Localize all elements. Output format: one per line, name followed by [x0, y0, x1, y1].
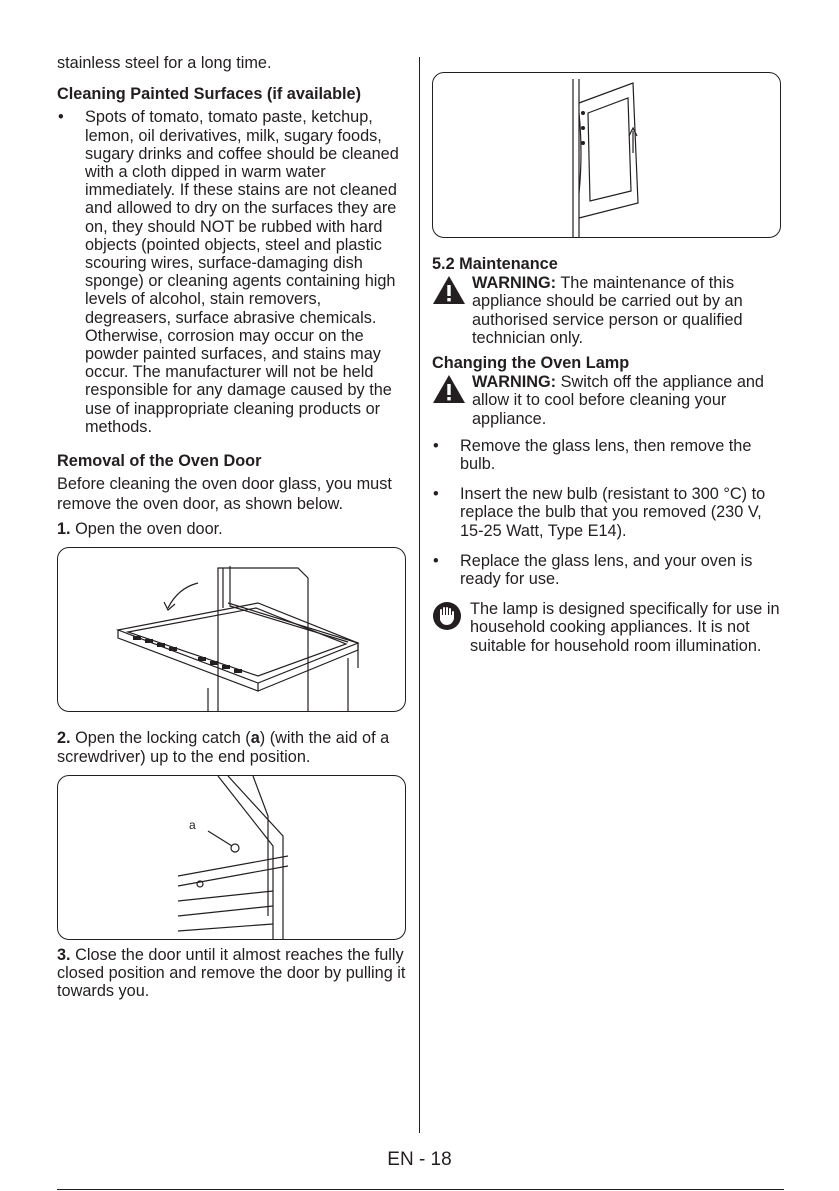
locking-catch-illustration	[58, 776, 406, 940]
door-removal-intro: Before cleaning the oven door glass, you must remove the oven door, as shown below.	[57, 475, 392, 513]
maintenance-warning	[432, 274, 784, 347]
warning-icon	[432, 374, 466, 404]
left-column	[57, 54, 407, 1000]
step-number: 1.	[57, 520, 71, 539]
page-number: EN - 18	[387, 1149, 452, 1170]
lamp-warning	[432, 373, 784, 428]
warning-text: Switch off the appliance and allow it to cool before cleaning your appliance.	[472, 373, 764, 428]
step-number: 3.	[57, 945, 71, 964]
list-item: • Insert the new bulb (resistant to 300 °C) to replace the bulb that you removed (230 V, 15-25 Watt, Type E14).	[432, 485, 784, 540]
right-column	[432, 54, 784, 655]
figure-oven-lamp	[432, 72, 781, 238]
step-3	[57, 946, 407, 1001]
note-text: The lamp is designed specifically for use in household cooking appliances. It is not suitable for household room illumination.	[470, 600, 780, 655]
figure-callout-a: a	[189, 817, 196, 832]
door-removal-heading: Removal of the Oven Door	[57, 452, 262, 471]
oven-door-illustration	[58, 548, 406, 712]
column-divider	[419, 57, 420, 1133]
list-item: • Remove the glass lens, then remove the bulb.	[432, 437, 784, 473]
painted-surfaces-heading: Cleaning Painted Surfaces (if available)	[57, 85, 362, 104]
step-2: 2. Open the locking catch (a) (with the aid of a screwdriver) up to the end position.	[57, 729, 390, 766]
bottom-rule	[57, 1189, 784, 1190]
warning-label: WARNING:	[472, 274, 557, 293]
step-1	[57, 520, 407, 538]
catch-label: a	[250, 729, 260, 748]
lamp-heading: Changing the Oven Lamp	[432, 354, 630, 373]
list-item: • Spots of tomato, tomato paste, ketchup, lemon, oil derivatives, milk, sugary foods, sugary drinks and coffee should be cleaned with a cloth dipped in warm water immediately. If these stains are not cleaned and allowed to dry on the surfaces they are on, they should NOT be rubbed with hard objects (pointed objects, steel and plastic scouring wires, surface-damaging dish sponge) or cleaning agents containing high levels of alcohol, stain removers, degreasers, surface abrasive chemicals. Otherwise, corrosion may occur on the powder painted surfaces, and stains may occur. The manufacturer will not be held responsible for any damage caused by the use of inappropriate cleaning products or methods.	[57, 108, 407, 436]
lamp-steps-list	[432, 437, 784, 588]
lamp-note	[432, 600, 784, 655]
intro-line: stainless steel for a long time.	[57, 54, 272, 72]
warning-icon	[432, 275, 466, 305]
warning-label: WARNING:	[472, 373, 557, 392]
painted-bullet-list	[57, 108, 407, 436]
step-text: Open the oven door.	[70, 520, 223, 539]
figure-locking-catch	[57, 775, 406, 940]
hand-note-icon	[432, 601, 462, 631]
oven-lamp-illustration	[433, 73, 781, 238]
list-item: • Replace the glass lens, and your oven is ready for use.	[432, 552, 784, 588]
step-number: 2.	[57, 729, 71, 748]
step-text: Close the door until it almost reaches the fully closed position and remove the door by pulling it towards you.	[57, 945, 406, 1001]
maintenance-heading: 5.2 Maintenance	[432, 255, 558, 273]
warning-text: The maintenance of this appliance should be carried out by an authorised service person or qualified technician only.	[472, 274, 743, 347]
figure-open-oven-door	[57, 547, 406, 712]
